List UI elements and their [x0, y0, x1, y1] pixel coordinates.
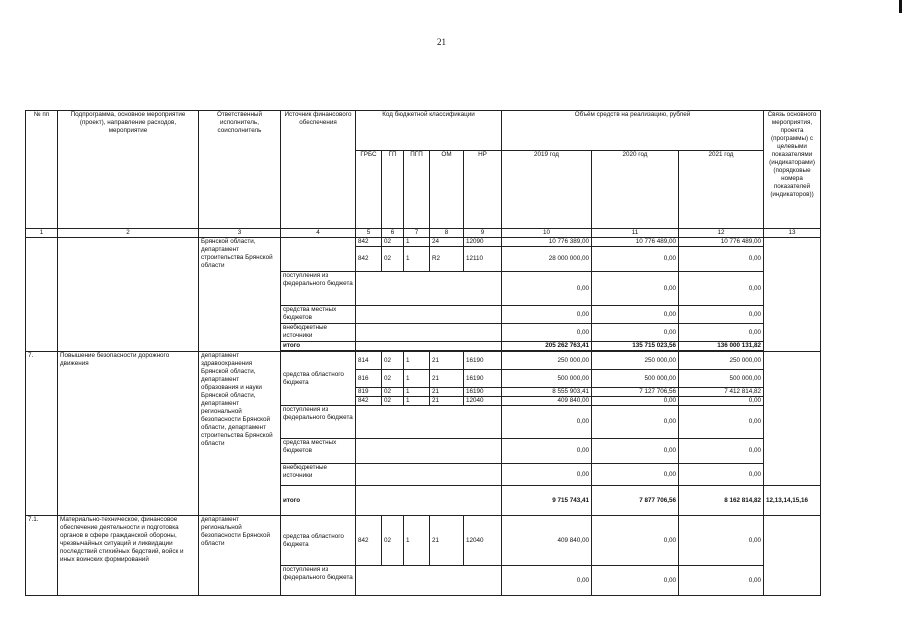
cell-2019: 8 555 903,41: [502, 388, 592, 397]
cell-pgp: 1: [404, 370, 430, 388]
cell-2019: 10 776 389,00: [502, 238, 592, 247]
col-number: 1: [26, 229, 58, 238]
cell-grbs: 842: [356, 247, 382, 272]
col-number: 8: [430, 229, 464, 238]
cell-grbs: 842: [356, 238, 382, 247]
sub-2021: 2021 год: [679, 151, 764, 229]
table-row: [26, 352, 821, 370]
col-number: 5: [356, 229, 382, 238]
col-number: 7: [404, 229, 430, 238]
cell-nr: 16190: [464, 370, 502, 388]
cell-2019: 205 262 763,41: [502, 342, 592, 351]
cell-2019: 0,00: [502, 566, 592, 596]
col-responsible-header: Ответственный исполнитель, соисполнитель: [199, 111, 281, 229]
col-number: 10: [502, 229, 592, 238]
cell-codes-empty: [356, 342, 502, 351]
col-number: 2: [58, 229, 199, 238]
cell-codes-empty: [356, 306, 502, 324]
cell-om: R2: [430, 247, 464, 272]
cell-2021: 250 000,00: [679, 352, 764, 370]
col-budget-code-header: Код бюджетной классификации: [356, 111, 502, 151]
cell-source: средства местных бюджетов: [281, 439, 356, 464]
cell-2020: 7 127 706,56: [592, 388, 679, 397]
col-num-header: № пп: [26, 111, 58, 229]
cell-source: средства местных бюджетов: [281, 306, 356, 324]
col-number: 12: [679, 229, 764, 238]
cell-source: поступления из федерального бюджета: [281, 566, 356, 596]
cell-2021: 8 162 814,82: [679, 486, 764, 516]
cell-2021: 0,00: [679, 516, 764, 566]
cell-responsible: Брянской области, департамент строительства Брянской области: [199, 238, 281, 352]
cell-grbs: 842: [356, 397, 382, 406]
cell-nr: 12110: [464, 247, 502, 272]
cell-source: поступления из федерального бюджета: [281, 272, 356, 306]
cell-gp: 02: [382, 238, 404, 247]
cell-2021: 0,00: [679, 324, 764, 342]
col-volume-header: Объём средств на реализацию, рублей: [502, 111, 764, 151]
cell-source: средства областного бюджета: [281, 352, 356, 406]
cell-pgp: 1: [404, 247, 430, 272]
col-source-header: Источник финансового обеспечения: [281, 111, 356, 229]
cell-2020: 0,00: [592, 566, 679, 596]
cell-2021: 500 000,00: [679, 370, 764, 388]
cell-om: 21: [430, 397, 464, 406]
cell-om: 24: [430, 238, 464, 247]
cell-2020: 0,00: [592, 306, 679, 324]
header-row: [26, 111, 821, 151]
cell-nr: 16190: [464, 388, 502, 397]
cell-link: [764, 352, 821, 486]
cell-2019: 0,00: [502, 406, 592, 439]
cell-2019: 0,00: [502, 439, 592, 464]
col-number: 6: [382, 229, 404, 238]
cell-source: поступления из федерального бюджета: [281, 406, 356, 439]
sub-pgp: ПГП: [404, 151, 430, 229]
cell-2019: 0,00: [502, 306, 592, 324]
cell-pgp: 1: [404, 397, 430, 406]
table-row: [26, 238, 821, 247]
cell-2019: 409 840,00: [502, 516, 592, 566]
cell-2019: 0,00: [502, 464, 592, 486]
cell-source: внебюджетные источники: [281, 324, 356, 342]
cell-pgp: 1: [404, 238, 430, 247]
cell-2020: 0,00: [592, 397, 679, 406]
sub-2020: 2020 год: [592, 151, 679, 229]
cell-2021: 10 776 489,00: [679, 238, 764, 247]
cell-num: [26, 238, 58, 352]
cell-source: [281, 238, 356, 272]
cell-om: 21: [430, 370, 464, 388]
cell-2020: 135 715 023,56: [592, 342, 679, 351]
cell-2021: 0,00: [679, 306, 764, 324]
cell-2020: 10 776 489,00: [592, 238, 679, 247]
cell-gp: 02: [382, 397, 404, 406]
cell-2020: 0,00: [592, 324, 679, 342]
cell-responsible: департамент здравоохранения Брянской области, департамент образования и науки Брянской области, департамент региональной безопасности Брянской области, департамент строительства Брянской области: [199, 352, 281, 516]
cell-gp: 02: [382, 388, 404, 397]
cell-om: 21: [430, 516, 464, 566]
cell-gp: 02: [382, 516, 404, 566]
col-number: 4: [281, 229, 356, 238]
cell-2020: 0,00: [592, 516, 679, 566]
cell-gp: 02: [382, 370, 404, 388]
cell-nr: 16190: [464, 352, 502, 370]
cell-grbs: 816: [356, 370, 382, 388]
cell-2019: 9 715 743,41: [502, 486, 592, 516]
col-number: 11: [592, 229, 679, 238]
cell-om: 21: [430, 388, 464, 397]
cell-codes-empty: [356, 272, 502, 306]
sub-nr: НР: [464, 151, 502, 229]
cell-om: 21: [430, 352, 464, 370]
cell-2021: 136 000 131,82: [679, 342, 764, 351]
cell-2021: 0,00: [679, 272, 764, 306]
cell-grbs: 819: [356, 388, 382, 397]
sub-om: ОМ: [430, 151, 464, 229]
cell-2019: 0,00: [502, 324, 592, 342]
col-number: 3: [199, 229, 281, 238]
cell-codes-empty: [356, 324, 502, 342]
cell-nr: 12040: [464, 516, 502, 566]
cell-gp: 02: [382, 352, 404, 370]
cell-source: внебюджетные источники: [281, 464, 356, 486]
cell-link: [764, 238, 821, 352]
cell-2021: 0,00: [679, 247, 764, 272]
col-program-header: Подпрограмма, основное мероприятие (проект), направление расходов, мероприятие: [58, 111, 199, 229]
cell-link: 12,13,14,15,16: [764, 486, 821, 516]
cell-program: Повышение безопасности дорожного движения: [58, 352, 199, 516]
cell-source: итого: [281, 486, 356, 516]
cell-2020: 500 000,00: [592, 370, 679, 388]
cell-2019: 250 000,00: [502, 352, 592, 370]
cell-source: средства областного бюджета: [281, 516, 356, 566]
cell-2019: 0,00: [502, 272, 592, 306]
cell-pgp: 1: [404, 352, 430, 370]
cell-grbs: 814: [356, 352, 382, 370]
cell-2021: 0,00: [679, 397, 764, 406]
cell-codes-empty: [356, 486, 502, 516]
cell-2021: 0,00: [679, 566, 764, 596]
cell-2021: 0,00: [679, 464, 764, 486]
cell-nr: 12090: [464, 238, 502, 247]
col-link-header: Связь основного мероприятия, проекта (программы) с целевыми показателями (индикаторами) (порядковые номера показателей (индикаторов)): [764, 111, 821, 229]
table-row: [26, 516, 821, 566]
column-numbers-row: [26, 229, 821, 238]
cell-grbs: 842: [356, 516, 382, 566]
cell-num: 7.1.: [26, 516, 58, 596]
cell-pgp: 1: [404, 516, 430, 566]
cell-2020: 250 000,00: [592, 352, 679, 370]
cell-link: [764, 516, 821, 596]
cell-gp: 02: [382, 247, 404, 272]
sub-2019: 2019 год: [502, 151, 592, 229]
cell-2021: 7 412 814,82: [679, 388, 764, 397]
cell-2019: 28 000 000,00: [502, 247, 592, 272]
cell-2020: 7 877 706,56: [592, 486, 679, 516]
cell-2019: 500 000,00: [502, 370, 592, 388]
budget-table: [25, 110, 821, 596]
sub-grbs: ГРБС: [356, 151, 382, 229]
cell-2021: 0,00: [679, 439, 764, 464]
col-number: 13: [764, 229, 821, 238]
cell-2020: 0,00: [592, 406, 679, 439]
cell-program: Материально-техническое, финансовое обеспечение деятельности и подготовка органов в сфере гражданской обороны, чрезвычайных ситуаций и ликвидации последствий стихийных бедствий, войск и иных воинских формирований: [58, 516, 199, 596]
cell-2020: 0,00: [592, 247, 679, 272]
cell-codes-empty: [356, 566, 502, 596]
page-number: 21: [437, 37, 446, 47]
cell-num: 7.: [26, 352, 58, 516]
cell-nr: 12040: [464, 397, 502, 406]
cell-2020: 0,00: [592, 439, 679, 464]
cell-responsible: департамент региональной безопасности Брянской области: [199, 516, 281, 596]
sub-gp: ГП: [382, 151, 404, 229]
cell-source: итого: [281, 342, 356, 351]
scan-edge-mark: [899, 0, 902, 13]
cell-pgp: 1: [404, 388, 430, 397]
cell-codes-empty: [356, 439, 502, 464]
cell-2020: 0,00: [592, 272, 679, 306]
col-number: 9: [464, 229, 502, 238]
cell-2021: 0,00: [679, 406, 764, 439]
cell-2020: 0,00: [592, 464, 679, 486]
cell-program: [58, 238, 199, 352]
cell-codes-empty: [356, 464, 502, 486]
cell-codes-empty: [356, 406, 502, 439]
cell-2019: 409 840,00: [502, 397, 592, 406]
